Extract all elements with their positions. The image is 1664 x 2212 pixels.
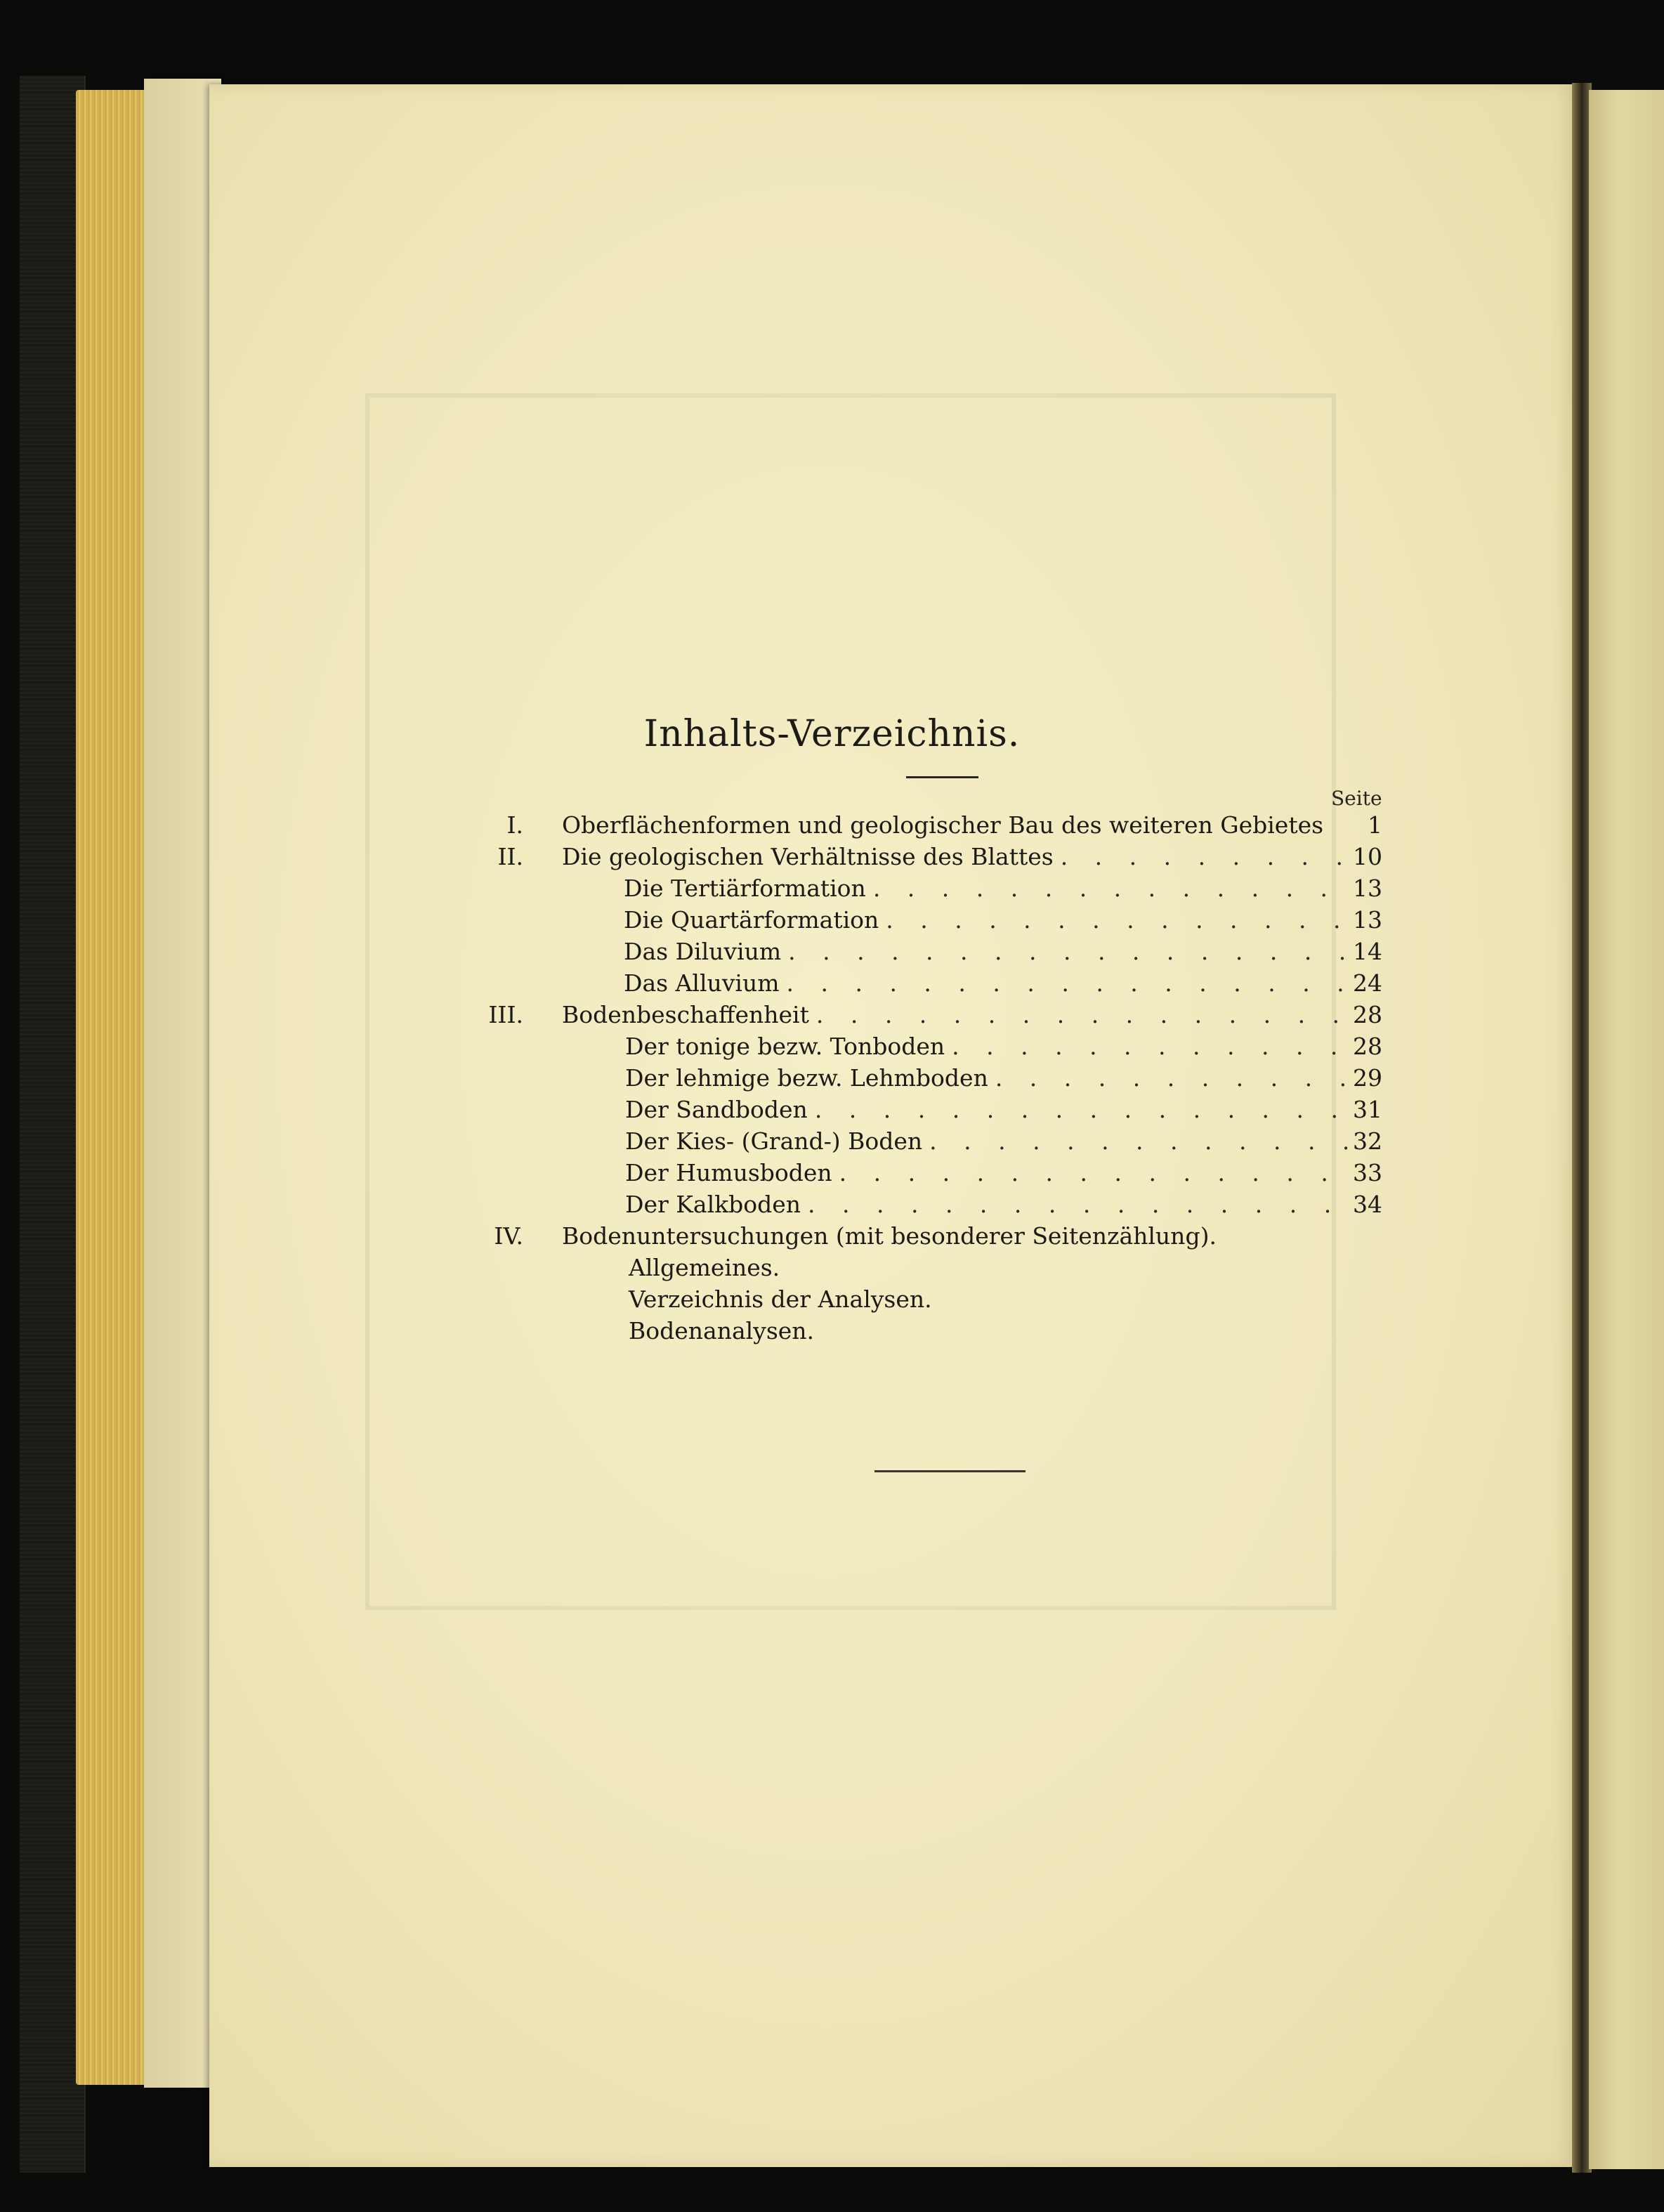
toc-entry-label: Der Kalkboden <box>625 1191 801 1218</box>
facing-page-edge <box>1589 90 1664 2169</box>
toc-leader-dots <box>886 906 1347 934</box>
toc-entry <box>629 1285 1331 1318</box>
toc-entry <box>488 1001 1382 1033</box>
toc-entry <box>625 1191 1382 1223</box>
toc-entry-number: I. <box>506 811 523 839</box>
toc-entry-number: IV. <box>494 1222 523 1250</box>
toc-entry-page: 32 <box>1353 1127 1382 1155</box>
toc-entry-label: Das Diluvium <box>624 938 782 965</box>
toc-entry-label: Der tonige bezw. Tonboden <box>625 1033 945 1060</box>
toc-entry <box>625 1064 1382 1097</box>
toc-entry <box>625 1096 1382 1128</box>
toc-entry-page: 13 <box>1353 875 1382 902</box>
toc-entry-label: Das Alluvium <box>624 969 780 997</box>
toc-entry-label: Der Kies- (Grand-) Boden <box>625 1127 923 1155</box>
toc-entry-page: 13 <box>1353 906 1382 934</box>
toc-entry-label: Verzeichnis der Analysen. <box>629 1285 932 1313</box>
toc-entry-label: Die Quartärformation <box>624 906 879 934</box>
toc-entry-label: Bodenuntersuchungen (mit besonderer Seitenzählung). <box>562 1222 1217 1250</box>
toc-entry-page: 34 <box>1353 1191 1382 1218</box>
toc-leader-dots <box>787 969 1348 997</box>
toc-entry <box>625 1033 1382 1065</box>
toc-leader-dots <box>1061 843 1347 870</box>
toc-leader-dots <box>815 1096 1347 1123</box>
toc-entry-page: 1 <box>1368 811 1382 839</box>
toc-leader-dots <box>788 938 1347 965</box>
toc-entry <box>494 1222 1382 1255</box>
toc-entry <box>629 1254 1331 1286</box>
toc-entry-number: III. <box>488 1001 523 1028</box>
toc-entry-label: Der Humusboden <box>625 1159 832 1186</box>
toc-entry-page: 29 <box>1353 1064 1382 1092</box>
toc-entry-page: 24 <box>1353 969 1382 997</box>
toc-entry <box>497 843 1382 875</box>
toc-leader-dots <box>952 1033 1347 1060</box>
toc-entry-label: Allgemeines. <box>629 1254 780 1281</box>
toc-entry-page: 10 <box>1353 843 1382 870</box>
toc-entry-label: Der Sandboden <box>625 1096 808 1123</box>
toc-leader-dots <box>839 1159 1347 1186</box>
toc-entry-page: 31 <box>1353 1096 1382 1123</box>
toc-entry <box>624 969 1382 1002</box>
toc-leader-dots <box>995 1064 1347 1092</box>
toc-entry <box>624 875 1382 907</box>
toc-entry-page: 28 <box>1353 1001 1382 1028</box>
toc-entry <box>624 938 1382 970</box>
toc-entry-label: Oberflächenformen und geologischer Bau des weiteren Gebietes <box>562 811 1324 839</box>
toc-leader-dots <box>873 875 1347 902</box>
toc-entry-page: 28 <box>1353 1033 1382 1060</box>
toc-entry <box>506 811 1382 844</box>
toc-entry <box>625 1159 1382 1191</box>
toc-leader-dots <box>929 1127 1347 1155</box>
page-stack-edges <box>76 90 153 2085</box>
toc-entry-label: Die geologischen Verhältnisse des Blattes <box>562 843 1054 870</box>
toc-leader-dots <box>808 1191 1347 1218</box>
toc-entry-number: II. <box>497 843 523 870</box>
toc-entry <box>624 906 1382 938</box>
toc-entry <box>625 1127 1382 1160</box>
page-column-header: Seite <box>1331 787 1382 810</box>
toc-entry-page: 14 <box>1353 938 1382 965</box>
toc-leader-dots <box>816 1001 1347 1028</box>
toc-entry-label: Bodenanalysen. <box>629 1317 815 1344</box>
title-rule <box>906 776 978 778</box>
toc-title: Inhalts-Verzeichnis. <box>643 713 1021 755</box>
closing-rule <box>874 1470 1026 1472</box>
toc-entry-label: Die Tertiärformation <box>624 875 866 902</box>
toc-entry-page: 33 <box>1353 1159 1382 1186</box>
toc-entry-label: Der lehmige bezw. Lehmboden <box>625 1064 988 1092</box>
toc-entry <box>629 1317 1331 1349</box>
toc-entry-label: Bodenbeschaffenheit <box>562 1001 809 1028</box>
